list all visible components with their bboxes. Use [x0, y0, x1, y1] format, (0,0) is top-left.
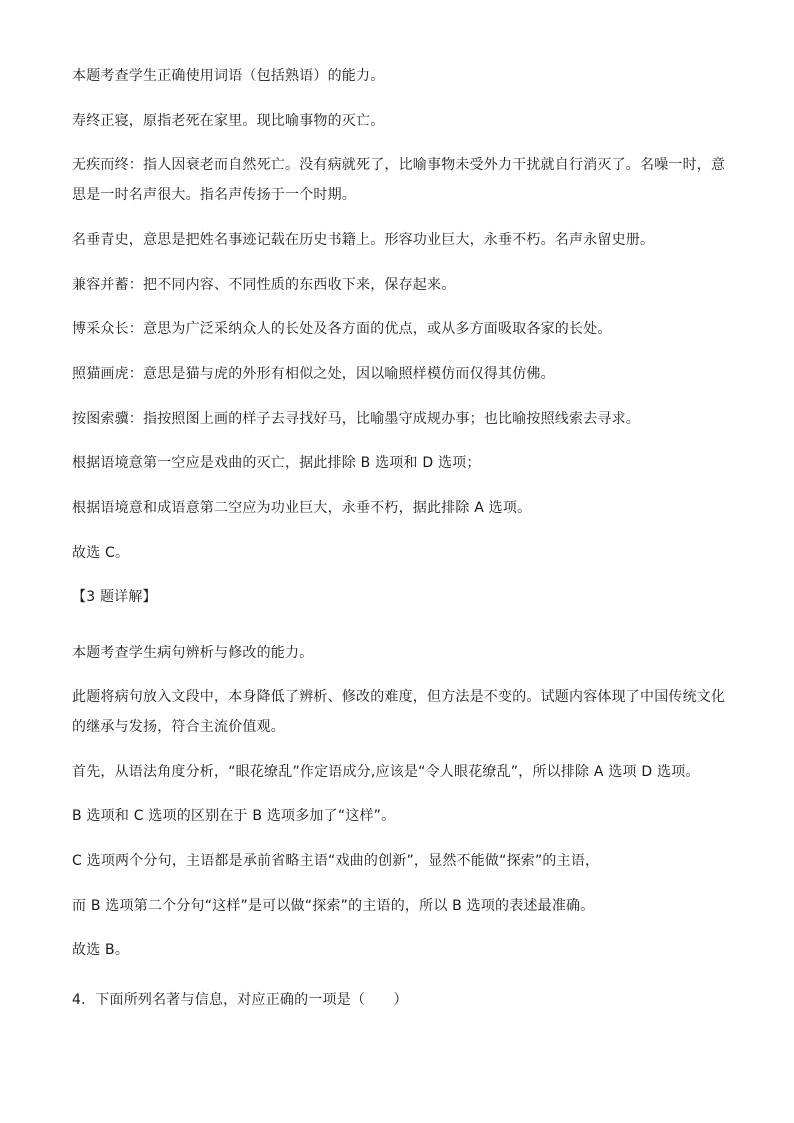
answer-analysis-intro: 本题考查学生正确使用词语（包括熟语）的能力。 — [72, 68, 385, 84]
definition-jianrongbingxu: 兼容并蓄：把不同内容、不同性质的东西收下来，保存起来。 — [72, 277, 456, 293]
q3-analysis-intro: 本题考查学生病句辨析与修改的能力。 — [72, 645, 314, 661]
definition-bocaizhongchang: 博采众长：意思为广泛采纳众人的长处及各方面的优点，或从多方面吸取各家的长处。 — [72, 321, 612, 337]
q3-option-c-analysis: C 选项两个分句，主语都是承前省略主语“戏曲的创新”，显然不能做“探索”的主语， — [72, 853, 600, 869]
answer-choice-c: 故选 C。 — [72, 545, 130, 561]
section-heading-q3: 【3 题详解】 — [72, 589, 157, 605]
reasoning-first-blank: 根据语境意第一空应是戏曲的灭亡，据此排除 B 选项和 D 选项； — [72, 455, 481, 471]
q3-option-difference: B 选项和 C 选项的区别在于 B 选项多加了“这样”。 — [72, 808, 396, 824]
definition-wujierzhong-line1: 无疾而终：指人因衰老而自然死亡。没有病就死了，比喻事物未受外力干扰就自行消灭了。名噪一时，意 — [72, 157, 726, 173]
definition-shouzhongzhengqin: 寿终正寝，原指老死在家里。现比喻事物的灭亡。 — [72, 113, 385, 129]
q3-option-b-analysis: 而 B 选项第二个分句“这样”是可以做“探索”的主语的，所以 B 选项的表述最准确。 — [72, 898, 595, 914]
reasoning-second-blank: 根据语境意和成语意第二空应为功业巨大，永垂不朽，据此排除 A 选项。 — [72, 500, 532, 516]
answer-choice-b: 故选 B。 — [72, 942, 130, 958]
q3-paragraph-line1: 此题将病句放入文段中，本身降低了辨析、修改的难度，但方法是不变的。试题内容体现了中国传统文化 — [72, 689, 726, 705]
definition-zhaomaohuahu: 照猫画虎：意思是猫与虎的外形有相似之处，因以喻照样模仿而仅得其仿佛。 — [72, 366, 555, 382]
q3-paragraph-line2: 的继承与发扬，符合主流价值观。 — [72, 719, 285, 735]
q3-grammar-analysis: 首先，从语法角度分析，“眼花缭乱”作定语成分,应该是“令人眼花缭乱”，所以排除 A 选项 D 选项。 — [72, 764, 700, 780]
definition-mingchuiqingshi: 名垂青史，意思是把姓名事迹记载在历史书籍上。形容功业巨大，永垂不朽。名声永留史册。 — [72, 232, 655, 248]
question-4-stem: 4．下面所列名著与信息，对应正确的一项是（ ） — [72, 992, 408, 1008]
definition-wujierzhong-line2: 思是一时名声很大。指名声传扬于一个时期。 — [72, 187, 356, 203]
definition-antusuoji: 按图索骥：指按照图上画的样子去寻找好马，比喻墨守成规办事；也比喻按照线索去寻求。 — [72, 411, 640, 427]
